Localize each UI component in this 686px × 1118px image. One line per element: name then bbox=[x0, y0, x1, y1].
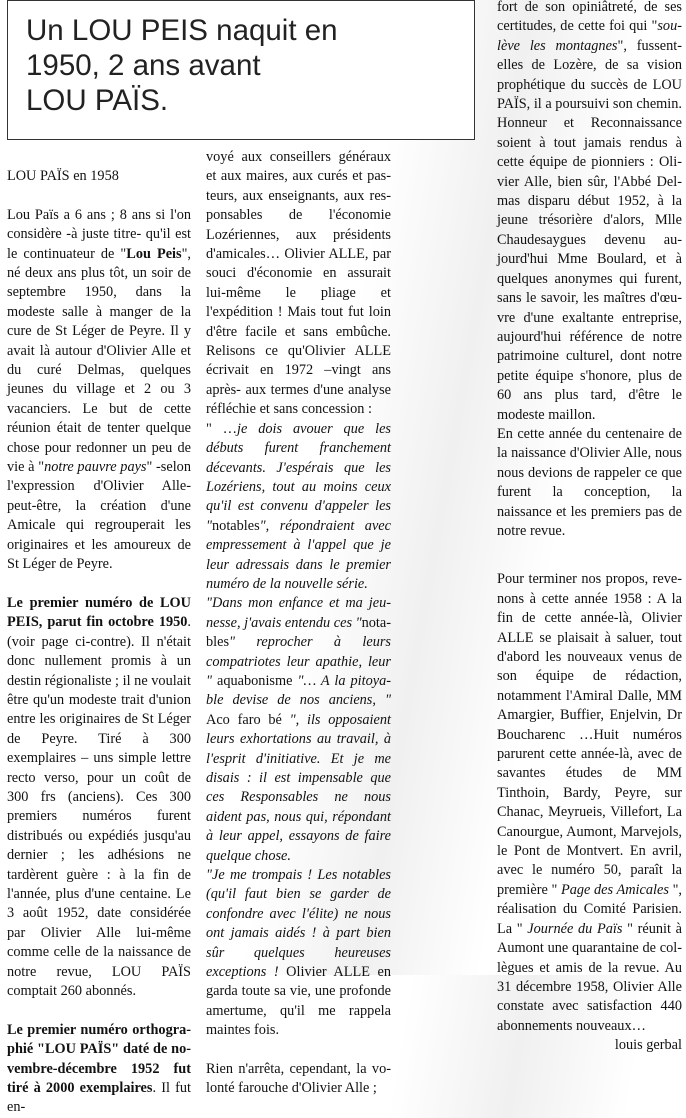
text-run: notables bbox=[212, 517, 260, 534]
text-run: Olivier ALLE en garda toute sa vie, une profonde amertume, qu'il me rappela maintes fois. bbox=[206, 964, 391, 1039]
text-run: Aco faro bé bbox=[206, 711, 282, 728]
text-run: Page des Amicales bbox=[560, 881, 669, 898]
quote-paragraph bbox=[206, 866, 391, 1041]
text-run: voyé aux conseillers généraux et aux maires, aux curés et pasteurs, aux enseignants, aux responsables de l'économie Lozériennes, aux présidents d'amicales… Olivier ALLE, par souci d'économie en assurait lui-même le pliage et l'expédition ! Mais tout fut loin d'être facile et sans embûche. Relisons ce qu'Olivier ALLE écrivait en 1972 –vingt ans après- aux termes d'une analyse réfléchie et sans concession : bbox=[206, 149, 391, 418]
column-3 bbox=[497, 0, 682, 1056]
text-run: soulève les montagnes bbox=[497, 18, 682, 54]
text-run: Le premier numéro de LOU PEIS, parut fin octobre 1950 bbox=[7, 594, 191, 631]
title-box bbox=[7, 0, 475, 140]
text-run: En cette année du centenaire de la naissance d'Olivier Alle, nous nous devions de rappeler ce que furent la conception, la naissance et les premiers pas de notre revue. bbox=[497, 425, 682, 539]
signature: louis gerbal bbox=[614, 1037, 682, 1054]
text-run: Le premier numéro orthographié "LOU PAÏS" daté de novembre-décembre 1952 fut tiré à 2000 exemplaires bbox=[7, 1021, 191, 1097]
text-run: ", ils opposaient leurs exhortations au travail, à l'esprit d'initiative. Et je me disais : il est impensable que ces Responsables ne nous aident pas, nous qui, répondant à leur appel, essayons de faire quelque chose. bbox=[206, 711, 391, 864]
title-line: 1950, 2 ans avant bbox=[26, 49, 261, 82]
paragraph bbox=[497, 570, 682, 1036]
text-run: . Il fut en- bbox=[7, 1080, 191, 1116]
text-run: Rien n'arrêta, cependant, la volonté farouche d'Olivier Alle ; bbox=[206, 1061, 391, 1097]
paragraph bbox=[497, 0, 682, 425]
text-run: " reprocher à leurs compatriotes leur apathie, leur " bbox=[206, 634, 391, 689]
text-run: ", fussent-elles de Lozère, de sa vision prophétique du succès de LOU PAÏS, il a poursuivi son chemin. Honneur et Reconnaissance soient à tout jamais rendus à cette équipe de pionniers : Olivier Alle, bien sûr, l'Abbé Delmas disparu début 1952, à la jeune trésorière d'alors, Mlle Chaudesaygues devenu aujourd'hui Mme Boulard, et à quelques anonymes qui furent, sans le savoir, les maîtres d'œuvre d'une exaltante entreprise, aujourd'hui référence de notre patrimoine culturel, dont notre petite équipe s'honore, plus de 60 ans plus tard, d'être le modeste maillon. bbox=[497, 37, 682, 423]
text-run: Pour terminer nos propos, revenons à cette année 1958 : A la fin de cette année-là, Olivier ALLE se plaisait à saluer, tout d'abord les nouveaux venus de son équipe de rédaction, notamment l'Amiral Dalle, MM Amargier, Buffier, Enjelvin, Dr Boucharenc …Huit numéros parurent cette année-là, avec de savantes études de MM Tinthoin, Bardy, Peyre, sur Chanac, Meyrueis, Villefort, La Canourgue, Aumont, Marvejols, le Pont de Montvert. En avril, avec le numéro 50, paraît la première " bbox=[497, 571, 682, 898]
text-run: fort de son opiniâtreté, de ses certitudes, de cette foi qui " bbox=[497, 0, 682, 35]
paragraph bbox=[497, 425, 682, 541]
paragraph bbox=[206, 148, 391, 420]
column-1 bbox=[7, 167, 191, 1118]
quote-paragraph bbox=[206, 420, 391, 595]
text-run: "Je me trompais ! Les notables (qu'il faut bien se garder de confondre avec l'élite) ne nous ont jamais aidés ! à part bien sûr quelques heureuses exceptions ! bbox=[206, 867, 391, 981]
text-run: ", né deux ans plus tôt, un soir de septembre 1950, dans la modeste salle à manger de la cure de St Léger de Peyre. Il y avait là autour d'Olivier Alle et du curé Delmas, quelques jeunes du village et 2 ou 3 vacanciers. Le but de cette réunion était de tenter quelque chose pour redonner un peu de vie à " bbox=[7, 245, 192, 476]
text-run: "Dans mon enfance et ma jeunesse, j'avais entendu ces " bbox=[206, 595, 391, 631]
paragraph bbox=[7, 594, 191, 1002]
text-run: " -selon l'expression d'Olivier Alle- peut-être, la création d'une Amicale qui regrouperait les originaires et les amoureux de St Léger de Peyre. bbox=[7, 459, 191, 573]
section-subhead: LOU PAÏS en 1958 bbox=[7, 168, 119, 184]
text-run: Lou Peis bbox=[126, 245, 182, 262]
text-run: ", répondraient avec empressement à l'appel que je leur adressais dans le premier numéro de la nouvelle série. bbox=[206, 517, 391, 592]
quote-paragraph bbox=[206, 594, 391, 866]
paragraph bbox=[206, 1060, 391, 1099]
text-run: Lou Païs a 6 ans ; 8 ans si l'on considère -à juste titre- qu'il est le continuateur de " bbox=[7, 206, 191, 262]
text-run: " … bbox=[206, 420, 238, 437]
text-run: . (voir page ci-contre). Il n'était donc nullement promis à un destin régionaliste ; il ne voulait être qu'un modeste trait d'union entre les originaires de St Léger de Peyre. Tiré à 300 exemplaires – uns simple lettre recto verso, pour un coût de 300 frs (anciens). Ces 300 premiers numéros furent distribués ou expédiés jusqu'au dernier ; les adhésions ne tardèrent guère : à la fin de l'année, plus d'une centaine. Le 3 août 1952, date considérée par Olivier Alle lui-même comme celle de la naissance de notre revue, LOU PAÏS comptait 260 abonnés. bbox=[7, 614, 191, 1000]
text-run: aquabonisme bbox=[217, 672, 293, 689]
paragraph bbox=[7, 206, 191, 575]
article-title bbox=[26, 13, 460, 118]
text-run: Journée du Païs bbox=[527, 920, 623, 937]
text-run: " réunit à Aumont une quarantaine de collègues et amis de la revue. Au 31 décembre 1958, Olivier Alle constate avec satisfaction 440 abonnements nouveaux… bbox=[497, 920, 682, 1034]
text-run: ", réalisation du Comité Parisien. La " bbox=[497, 881, 682, 937]
text-run: notre pauvre pays bbox=[44, 459, 147, 476]
text-run: "… A la pitoyable devise de nos anciens, " bbox=[206, 672, 392, 709]
title-line: LOU PAÏS. bbox=[26, 84, 169, 117]
column-2 bbox=[206, 148, 391, 1099]
text-run: je dois avouer que les débuts furent franchement décevants. J'espérais que les Lozériens, tout au moins ceux qu'il est convenu d'appeler les " bbox=[206, 420, 391, 534]
paragraph bbox=[7, 1021, 191, 1118]
title-line: Un LOU PEIS naquit en bbox=[26, 14, 338, 47]
text-run: notables bbox=[206, 614, 391, 651]
